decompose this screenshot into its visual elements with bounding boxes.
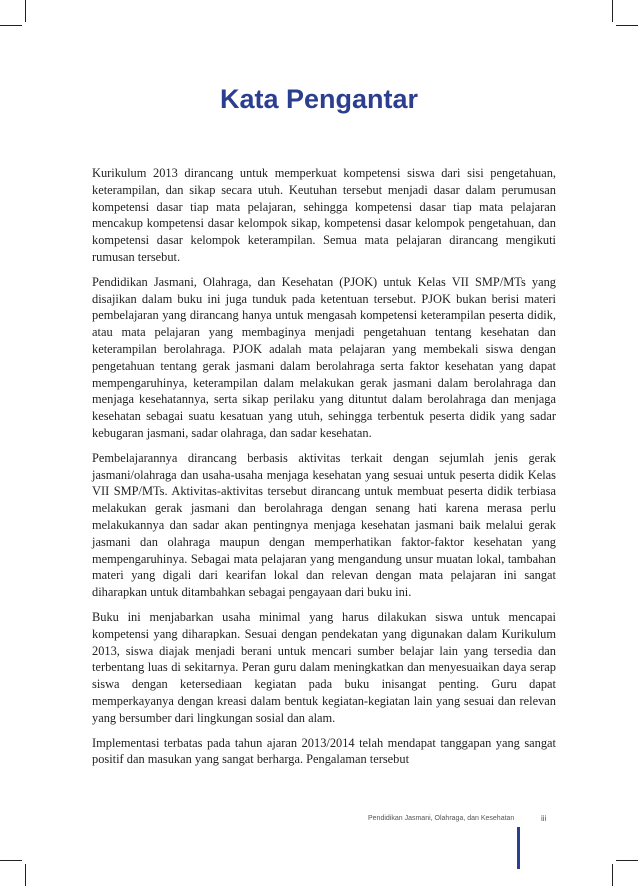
paragraph-4: Buku ini menjabarkan usaha minimal yang harus dilakukan siswa untuk mencapai kompetensi yang diharapkan. Sesuai dengan pendekatan yang digunakan dalam Kurikulum 2013, siswa diajak menjadi berani untuk mencari sumber belajar lain yang tersedia dan terbentang luas di sekitarnya. Peran guru dalam meningkatkan dan menyesuaikan daya serap siswa dengan ketersediaan kegiatan pada buku inisangat penting. Guru dapat memperkayanya dengan kreasi dalam bentuk kegiatan-kegiatan lain yang sesuai dan relevan yang bersumber dari lingkungan sosial dan alam. <box>92 609 556 725</box>
paragraph-3: Pembelajarannya dirancang berbasis aktivitas terkait dengan sejumlah jenis gerak jasmani/olahraga dan usaha-usaha menjaga kesehatan yang sesuai untuk peserta didik Kelas VII SMP/MTs. Aktivitas-aktivitas tersebut dirancang untuk membuat peserta didik terbiasa melakukan gerak jasmani dan berolahraga dengan senang hati karena merasa perlu melakukannya dan sadar akan pentingnya menjaga kesehatan jasmani baik melalui gerak jasmani dan olahraga maupun dengan memperhatikan faktor-faktor kesehatan yang mempengaruhinya. Sebagai mata pelajaran yang mengandung unsur muatan lokal, tambahan materi yang digali dari kearifan lokal dan relevan dengan mata pelajaran ini sangat diharapkan untuk ditambahkan sebagai pengayaan dari buku ini. <box>92 450 556 600</box>
crop-mark-top-left-h <box>0 25 22 26</box>
body-text <box>92 165 556 776</box>
crop-mark-bottom-left-v <box>25 864 26 886</box>
page-title: Kata Pengantar <box>219 84 419 114</box>
paragraph-2: Pendidikan Jasmani, Olahraga, dan Kesehatan (PJOK) untuk Kelas VII SMP/MTs yang disajikan dalam buku ini juga tunduk pada ketentuan tersebut. PJOK bukan berisi materi pembelajaran yang dirancang hanya untuk mengasah kompetensi keterampilan peserta didik, atau mata pelajaran yang membaginya menjadi pengetahuan tentang kesehatan dan keterampilan berolahraga. PJOK adalah mata pelajaran yang membekali siswa dengan pengetahuan tentang gerak jasmani dalam berolahraga serta faktor kesehatan yang dapat mempengaruhinya, keterampilan dalam melakukan gerak jasmani dalam berolahraga dan menjaga kesehatannya, serta sikap perilaku yang dituntut dalam berolahraga dan menjaga kesehatan sebagai suatu kesatuan yang utuh, sehingga terbentuk peserta didik yang sadar kebugaran jasmani, sadar olahraga, dan sadar kesehatan. <box>92 274 556 440</box>
paragraph-5: Implementasi terbatas pada tahun ajaran 2013/2014 telah mendapat tanggapan yang sangat positif dan masukan yang sangat berharga. Pengalaman tersebut <box>92 735 556 767</box>
crop-mark-top-left-v <box>25 0 26 22</box>
footer-book-title: Pendidikan Jasmani, Olahraga, dan Kesehatan <box>368 815 515 822</box>
footer-accent-bar <box>517 827 520 869</box>
crop-mark-bottom-right-h <box>616 860 638 861</box>
crop-mark-bottom-right-v <box>612 864 613 886</box>
crop-mark-top-right-v <box>612 0 613 22</box>
page-number: iii <box>541 814 547 823</box>
paragraph-1: Kurikulum 2013 dirancang untuk memperkuat kompetensi siswa dari sisi pengetahuan, keterampilan, dan sikap secara utuh. Keutuhan tersebut menjadi dasar dalam perumusan kompetensi dasar tiap mata pelajaran, sehingga kompetensi dasar tiap mata pelajaran mencakup kompetensi dasar kelompok sikap, kompetensi dasar kelompok pengetahuan, dan kompetensi dasar kelompok keterampilan. Semua mata pelajaran dirancang mengikuti rumusan tersebut. <box>92 166 556 264</box>
crop-mark-top-right-h <box>616 25 638 26</box>
crop-mark-bottom-left-h <box>0 860 22 861</box>
